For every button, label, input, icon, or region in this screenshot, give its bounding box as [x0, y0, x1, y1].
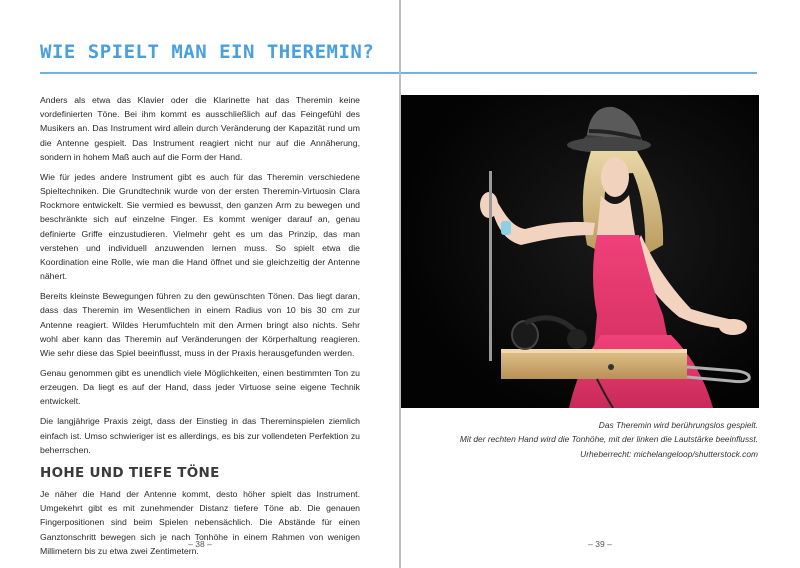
section-subheading: HOHE UND TIEFE TÖNE: [40, 465, 220, 482]
page-number-right: – 39 –: [588, 539, 612, 549]
theremin-photo: [401, 95, 759, 408]
paragraph-5: Die langjährige Praxis zeigt, dass der Einstieg in das Thereminspielen ziemlich einfach ist. Umso schwieriger ist es allerdings, es bis zur vollendeten Perfektion zu beherrschen.: [40, 416, 360, 455]
caption-line-2: Mit der rechten Hand wird die Tonhöhe, mit der linken die Lautstärke beeinflusst.: [459, 434, 758, 444]
title-rule-right: [401, 72, 757, 74]
theremin-photo-illustration: [401, 95, 759, 408]
paragraph-6: Je näher die Hand der Antenne kommt, desto höher spielt das Instrument. Umgekehrt gibt es mit zunehmender Distanz tiefere Töne ab. Die genauen Fingerpositionen sind beim Spielen nebensächlich. Die Abstände für einen Ganztonschritt bewegen sich je nach Tonhöhe in einem Rahmen von wenigen Millimetern bis zu etwa zwei Zentimetern.: [40, 489, 360, 556]
caption-line-1: Das Theremin wird berührungslos gespielt.: [598, 420, 758, 430]
paragraph-4: Genau genommen gibt es unendlich viele Möglichkeiten, einen bestimmten Ton zu erzeugen. Da liegt es auf der Hand, dass jeder Virtuose seine eigene Technik entwickelt.: [40, 368, 360, 407]
right-page: [401, 0, 800, 568]
title-rule: [40, 72, 399, 74]
paragraph-1: Anders als etwa das Klavier oder die Klarinette hat das Theremin keine vordefinierten Töne. Bei ihm kommt es ausschließlich auf das Feingefühl des Musikers an. Das Instrument wird allein durch Veränderung der Kapazität rund um die Antenne gespielt. Das Instrument reagiert nicht nur auf die Annäherung, sondern in hohem Maß auch auf die Form der Hand.: [40, 95, 360, 162]
photo-credit: Urheberrecht: michelangeloop/shutterstock.com: [580, 449, 758, 459]
paragraph-2: Wie für jedes andere Instrument gibt es auch für das Theremin verschiedene Spieltechniken. Die Grundtechnik wurde von der ersten Theremin-Virtuosin Clara Rockmore entwickelt. Sie vermied es bewusst, den ganzen Arm zu bewegen und beschränkte sich auf einzelne Finger. Es kommt weniger darauf an, genau definierte Griffe einzustudieren. Vielmehr geht es um das Prinzip, das man verstehen und individuell anzuwenden lernen muss. So spielt etwa die Koordination eine Rolle, wie man die Hand öffnet und sie gleichzeitig der Antenne nähert.: [40, 171, 360, 282]
page-number-left: – 38 –: [188, 539, 212, 549]
left-page: [0, 0, 399, 568]
paragraph-3: Bereits kleinste Bewegungen führen zu den gewünschten Tönen. Das liegt daran, dass das Theremin im Wesentlichen in einem Radius von 10 bis 30 cm zur Antenne reagiert. Wildes Herumfuchteln mit den Armen bringt also nichts. Sehr wohl aber kann das Theremin auf Veränderungen der Körperhaltung reagieren. Wie sehr diese das Spiel beeinflusst, muss in der Praxis herausgefunden werden.: [40, 291, 360, 359]
photo-caption: [418, 418, 758, 446]
chapter-title: WIE SPIELT MAN EIN THEREMIN?: [40, 41, 375, 63]
body-text-column: [40, 93, 360, 564]
